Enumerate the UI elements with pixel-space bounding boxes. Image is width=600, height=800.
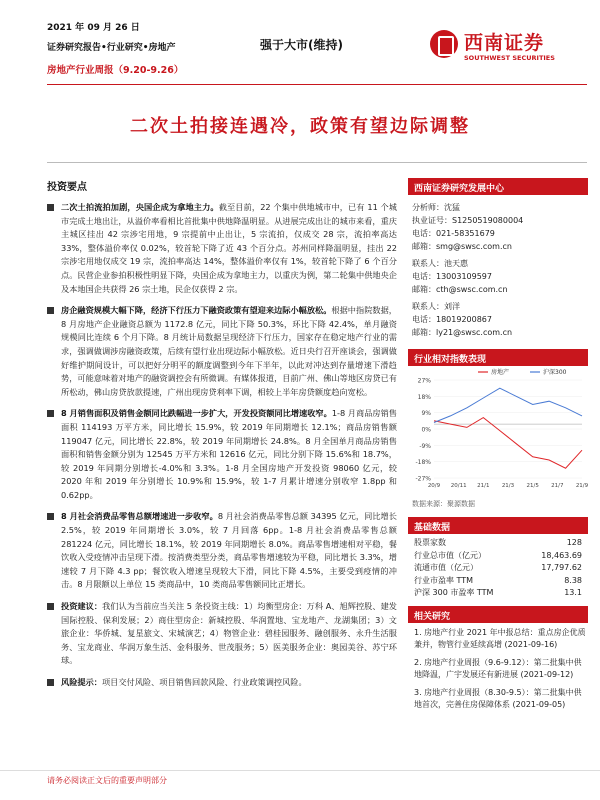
analyst-phone: 电话：021-58351679	[412, 229, 495, 238]
logo-text-en: SOUTHWEST SECURITIES	[464, 54, 555, 62]
metric-value: 17,797.62	[541, 563, 582, 572]
key-point-text: 项目交付风险、项目销售回款风险、行业政策调控风险。	[101, 677, 307, 687]
y-tick-label: -18%	[415, 459, 431, 467]
related-report-link[interactable]: 3. 房地产行业周报（8.30-9.5）：第二批集中供地首次，完善住房保障体系 (2021-09-05)	[414, 687, 582, 709]
analyst-role: 联系人：刘洋	[412, 302, 460, 311]
logo-mark-icon	[430, 30, 458, 58]
key-point-text: 截至目前，22 个集中供地城市中，已有 11 个城市完成土地出让，从溢价率看相比首批集中供地降温明显。从进展完成出让的城市来看，重庆主城区挂出 42 宗涉宅用地，9 宗提前中止出让，5 宗流拍，仅成交 28 宗，流拍率高达 33%，整体溢价率仅 0.02%，较首轮下降了近 43 个百分点。苏州同样降温明显，挂出 22 宗涉宅用地仅成交 19 宗，流拍率高达 14%，整体溢价率仅有 1%，较首轮下降了 6 个百分点。民营企业参拍积极性明显下降，央国企成为拿地主力，以重庆为例，第二轮集中供地央企及本地国企共获得 26 宗土地，民企仅获得 2 宗。	[61, 202, 397, 294]
analyst-email[interactable]: 邮箱：cth@swsc.com.cn	[412, 285, 508, 294]
legend-label: 房地产	[491, 369, 510, 376]
metric-row	[408, 537, 588, 550]
y-tick-label: 9%	[421, 410, 431, 418]
x-tick-label: 20/9	[427, 483, 441, 489]
key-point-lead: 8 月销售面积及销售金额同比跌幅进一步扩大，开发投资额同比增速收窄。	[61, 408, 332, 419]
key-point-lead: 投资建议：	[61, 601, 103, 612]
x-tick-label: 21/5	[526, 483, 539, 489]
key-point-paragraph	[47, 600, 397, 668]
metric-value: 8.38	[564, 575, 582, 585]
x-tick-label: 20/11	[450, 483, 467, 489]
metric-label: 流通市值（亿元）	[414, 563, 478, 572]
title-divider	[47, 162, 587, 163]
logo-text-cn: 西南证券	[464, 32, 545, 54]
key-point-lead: 风险提示：	[61, 677, 102, 687]
footer-divider	[0, 770, 600, 771]
metric-row	[408, 587, 588, 600]
related-report-link[interactable]: 2. 房地产行业周报（9.6-9.12）：第二批集中供地降温，广宇发展还有新进展 (2021-09-12)	[414, 657, 582, 679]
key-point-paragraph	[47, 407, 397, 502]
key-point-paragraph	[47, 201, 397, 296]
x-tick-label: 21/9	[575, 483, 588, 489]
y-tick-label: 18%	[417, 393, 431, 401]
key-point-text: 8 月社会消费品零售总额 34395 亿元，同比增长 2.5%，较 2019 年同期增长 3.0%，较 7 月回落 6pp。1-8 月社会消费品零售总额 281224 亿元，同比增长 18.1%，较 2019 年同期增长 8.0%。商品零售增速相对平稳，餐饮收入受疫情冲击呈现下滑。按消费类型分类，商品零售增速较为平稳，同比增长 3.3%，增速较 7 月下降 4.3 pp；餐饮收入增速呈现较大下滑，同比下降 4.5%，主要受到疫情的冲击。8 月限额以上单位 15 类商品中，10 类商品零售额同比正增长。	[61, 511, 397, 590]
bullet-square-icon	[47, 679, 54, 686]
key-point-text: 1-8 月商品房销售面积 114193 万平方米，同比增长 15.9%，较 2019 年同期增长 12.1%；商品房销售额 119047 亿元，同比增长 22.8%，较 2019 年同期增长 24.8%。8 月全国单月商品房销售面积和销售金额分别为 12545 万平方米和 12616 亿元，同比分别下降 15.6%和 18.7%，较 2019 年同期分别增长-4.0%和 3.3%。1-8 月全国房地产开发投资 98060 亿元，较 2020 年和 2019 年分别增长 10.9%和 15.9%，较 1-7 月累计增速分别收窄 1.8pp 和 0.62pp。	[61, 408, 397, 500]
sidebar	[408, 178, 588, 717]
metric-row	[408, 562, 588, 575]
metric-label: 沪深 300 市盈率 TTM	[414, 588, 494, 597]
series-line-real-estate	[434, 418, 582, 469]
analyst-email[interactable]: 邮箱：smg@swsc.com.cn	[412, 242, 512, 251]
key-point-lead: 二次土拍流拍加剧，央国企成为拿地主力。	[61, 202, 219, 212]
metric-value: 13.1	[564, 588, 582, 597]
key-point-text: 我们认为当前应当关注 5 条投资主线：1）均衡型房企：万科 A、旭辉控股、建发国际控股、保利发展；2）商住型房企：新城控股、华润置地、宝龙地产、龙湖集团；3）文旅企业：华侨城、复星旅文、宋城演艺；4）物管企业：碧桂园服务、融创服务、永升生活服务、宝龙商业、华润万象生活、金科服务、世茂服务；5）医美服务企业：奥园美谷、苏宁环球。	[61, 601, 397, 666]
report-subtitle: 房地产行业周报（9.20-9.26）	[47, 65, 184, 76]
footer-disclaimer: 请务必阅读正文后的重要声明部分	[47, 776, 167, 785]
y-tick-label: 27%	[417, 377, 431, 385]
analyst-role: 联系人：池天惠	[412, 259, 468, 268]
bullet-square-icon	[47, 204, 54, 211]
y-tick-label: -27%	[415, 475, 431, 483]
related-title: 相关研究	[408, 606, 588, 623]
metric-row	[408, 575, 588, 588]
x-tick-label: 21/3	[501, 483, 515, 489]
analyst-phone: 电话：18019200867	[412, 315, 492, 324]
main-content	[47, 178, 397, 698]
rating: 强于大市(维持)	[260, 38, 343, 52]
analyst-email[interactable]: 邮箱：ly21@swsc.com.cn	[412, 328, 513, 337]
metric-label: 行业总市值（亿元）	[414, 550, 486, 560]
related-report-link[interactable]: 1. 房地产行业 2021 年中报总结：重点房企优质兼并，物管行业延续高增 (2021-09-16)	[414, 627, 586, 649]
research-center-title: 西南证券研究发展中心	[408, 178, 588, 195]
key-point-lead: 8 月社会消费品零售总额增速进一步收窄。	[61, 511, 218, 522]
bullet-square-icon	[47, 410, 54, 417]
section-heading: 投资要点	[47, 182, 87, 193]
bullet-square-icon	[47, 307, 54, 314]
bullet-square-icon	[47, 513, 54, 520]
key-point-lead: 房企融资规模大幅下降，经济下行压力下融资政策有望迎来边际小幅放松。	[61, 305, 332, 316]
header-divider	[47, 84, 587, 85]
x-tick-label: 21/7	[551, 483, 564, 489]
legend-label: 沪深300	[543, 369, 567, 376]
y-tick-label: -9%	[419, 442, 431, 450]
metric-label: 行业市盈率 TTM	[414, 575, 474, 585]
basic-data-title: 基础数据	[408, 517, 588, 534]
analyst-phone: 电话：13003109597	[412, 272, 492, 281]
metric-value: 18,463.69	[541, 550, 582, 560]
metric-row	[408, 550, 588, 563]
page-title: 二次土拍接连遇冷，政策有望边际调整	[130, 116, 470, 137]
y-tick-label: 0%	[421, 426, 431, 434]
analyst-role: 分析师：沈猛	[412, 203, 460, 212]
bullet-square-icon	[47, 603, 54, 610]
key-point-paragraph	[47, 304, 397, 399]
metric-label: 股票家数	[414, 538, 446, 547]
key-point-paragraph	[47, 510, 397, 592]
chart-source: 数据来源：聚源数据	[412, 500, 475, 508]
x-tick-label: 21/1	[477, 483, 490, 489]
series-line-csi300	[434, 388, 582, 422]
analyst-cert: 执业证号：S1250519080004	[412, 216, 524, 225]
report-date: 2021 年 09 月 26 日	[47, 23, 140, 33]
metric-value: 128	[566, 538, 582, 547]
key-point-paragraph	[47, 676, 397, 690]
chart-title: 行业相对指数表现	[408, 349, 588, 366]
company-logo	[430, 26, 580, 76]
relative-index-chart	[408, 366, 588, 494]
key-point-text: 根据中指院数据，8 月房地产企业融资总额为 1172.8 亿元，同比下降 50.3%，环比下降 42.4%，单月融资规模同比连续 6 个月下降。8 月统计局数据呈现经济下行压力，国家存在稳定地产行业的需求，强调做调涉房融资政策，后续有望行业出现边际小幅放松。近日央行召开座谈会，强调做好维护期间设计，可以把好分明平的额度调整到今年下半年，以此对冲达到存量增速下滑趋势，可能意味着对地产的融资调控会有所微调。有媒体报道，目前广州、佛山等地区房贷已有所松动，佛山房贷放款提速，广州出现房贷利率下调，相较上半年房贷额度趋向宽松。	[61, 305, 397, 397]
report-type: 证券研究报告•行业研究•房地产	[47, 43, 176, 53]
